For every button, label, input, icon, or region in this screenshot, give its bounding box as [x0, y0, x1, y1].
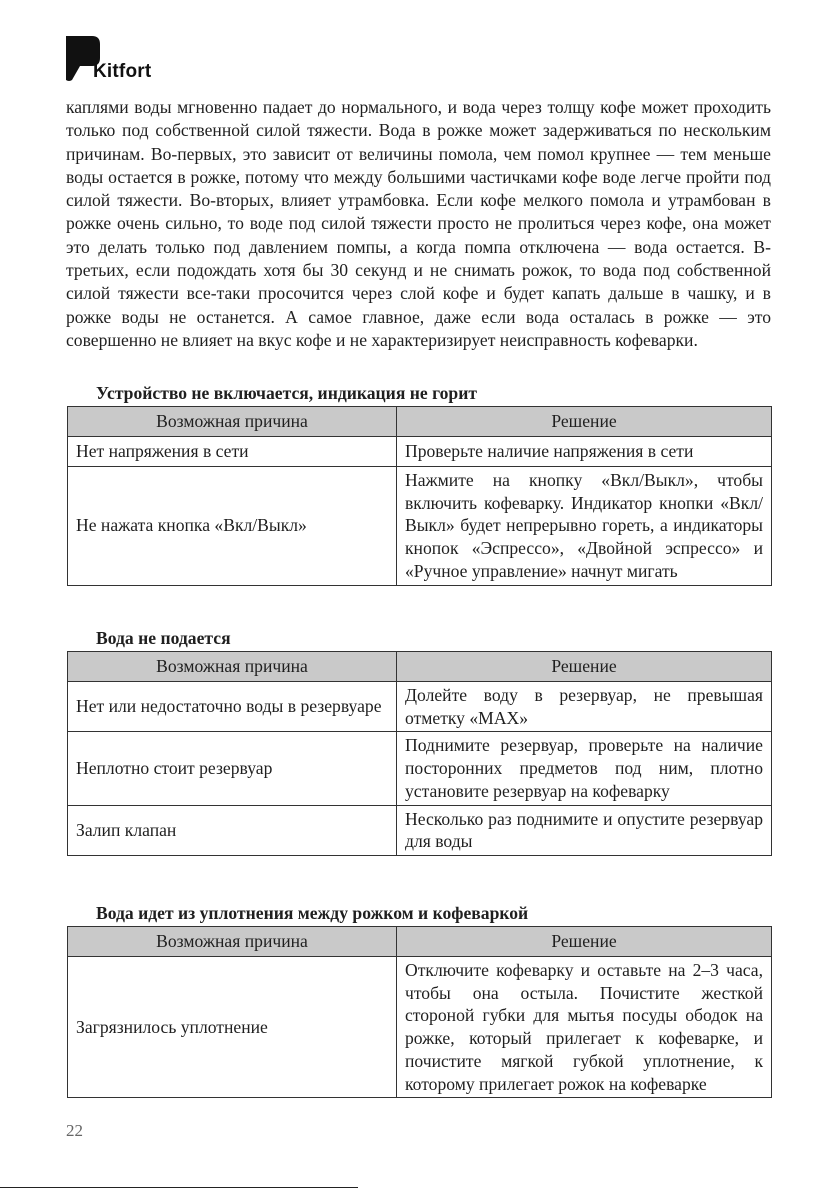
table-row	[68, 467, 772, 586]
brand-name: Kitfort	[93, 61, 152, 82]
troubleshoot-table-no-power	[67, 406, 772, 586]
table-row	[68, 957, 772, 1098]
cause-cell: Нет или недостаточно воды в резервуаре	[68, 682, 397, 732]
solution-cell: Проверьте наличие напряжения в сети	[397, 437, 772, 467]
table-header-row	[68, 927, 772, 957]
header-solution: Решение	[397, 927, 772, 957]
cause-cell: Не нажата кнопка «Вкл/Выкл»	[68, 467, 397, 586]
table-row	[68, 437, 772, 467]
table-row	[68, 682, 772, 732]
page-number: 22	[66, 1121, 83, 1140]
header-cause: Возможная причина	[68, 407, 397, 437]
solution-cell: Нажмите на кнопку «Вкл/Выкл», чтобы включить кофеварку. Индикатор кнопки «Вкл/Выкл» будет непрерывно гореть, а индикаторы кнопок «Эспрессо», «Двойной эспрессо» и «Ручное управление» начнут мигать	[397, 467, 772, 586]
cause-cell: Залип клапан	[68, 805, 397, 855]
section-title-no-power: Устройство не включается, индикация не горит	[96, 383, 477, 403]
table-row	[68, 732, 772, 805]
section-title-seal-leak: Вода идет из уплотнения между рожком и кофеваркой	[96, 903, 529, 923]
cause-cell: Неплотно стоит резервуар	[68, 732, 397, 805]
table-header-row	[68, 407, 772, 437]
table-header-row	[68, 652, 772, 682]
solution-cell: Несколько раз поднимите и опустите резервуар для воды	[397, 805, 772, 855]
troubleshoot-table-seal-leak	[67, 926, 772, 1098]
header-solution: Решение	[397, 652, 772, 682]
solution-cell: Поднимите резервуар, проверьте на наличие посторонних предметов под ним, плотно установите резервуар на кофеварку	[397, 732, 772, 805]
troubleshoot-table-no-water	[67, 651, 772, 856]
section-title-no-water: Вода не подается	[96, 628, 231, 648]
cause-cell: Нет напряжения в сети	[68, 437, 397, 467]
intro-paragraph: каплями воды мгновенно падает до нормального, и вода через толщу кофе может проходить только под собственной силой тяжести. Вода в рожке может задерживаться по нескольким причинам. Во-первых, это зависит от величины помола, чем помол крупнее — тем меньше воды остается в рожке, потому что между большими частичками кофе воде легче пройти под силой тяжести. Во-вторых, влияет утрамбовка. Если кофе мелкого помола и утрамбован в рожке очень сильно, то воде под силой тяжести просто не пролиться через кофе, она может это делать только под давлением помпы, а когда помпа отключена — вода остается. В-третьих, если подождать хотя бы 30 секунд и не снимать рожок, то вода под собственной силой тяжести все-таки просочится через слой кофе и будет капать дальше в чашку, и в рожке воды не останется. А самое главное, даже если вода осталась в рожке — это совершенно не влияет на вкус кофе и не характеризирует неисправность кофеварки.	[66, 97, 771, 350]
solution-cell: Долейте воду в резервуар, не превышая отметку «MAX»	[397, 682, 772, 732]
header-cause: Возможная причина	[68, 927, 397, 957]
brand-logo	[66, 36, 176, 84]
footer-divider	[0, 1187, 358, 1188]
cause-cell: Загрязнилось уплотнение	[68, 957, 397, 1098]
header-cause: Возможная причина	[68, 652, 397, 682]
header-solution: Решение	[397, 407, 772, 437]
solution-cell: Отключите кофеварку и оставьте на 2–3 часа, чтобы она остыла. Почистите жесткой стороной губки для мытья посуды ободок на рожке, который прилегает к кофеварке, и почистите мягкой губкой уплотнение, к которому прилегает рожок на кофеварке	[397, 957, 772, 1098]
table-row	[68, 805, 772, 855]
